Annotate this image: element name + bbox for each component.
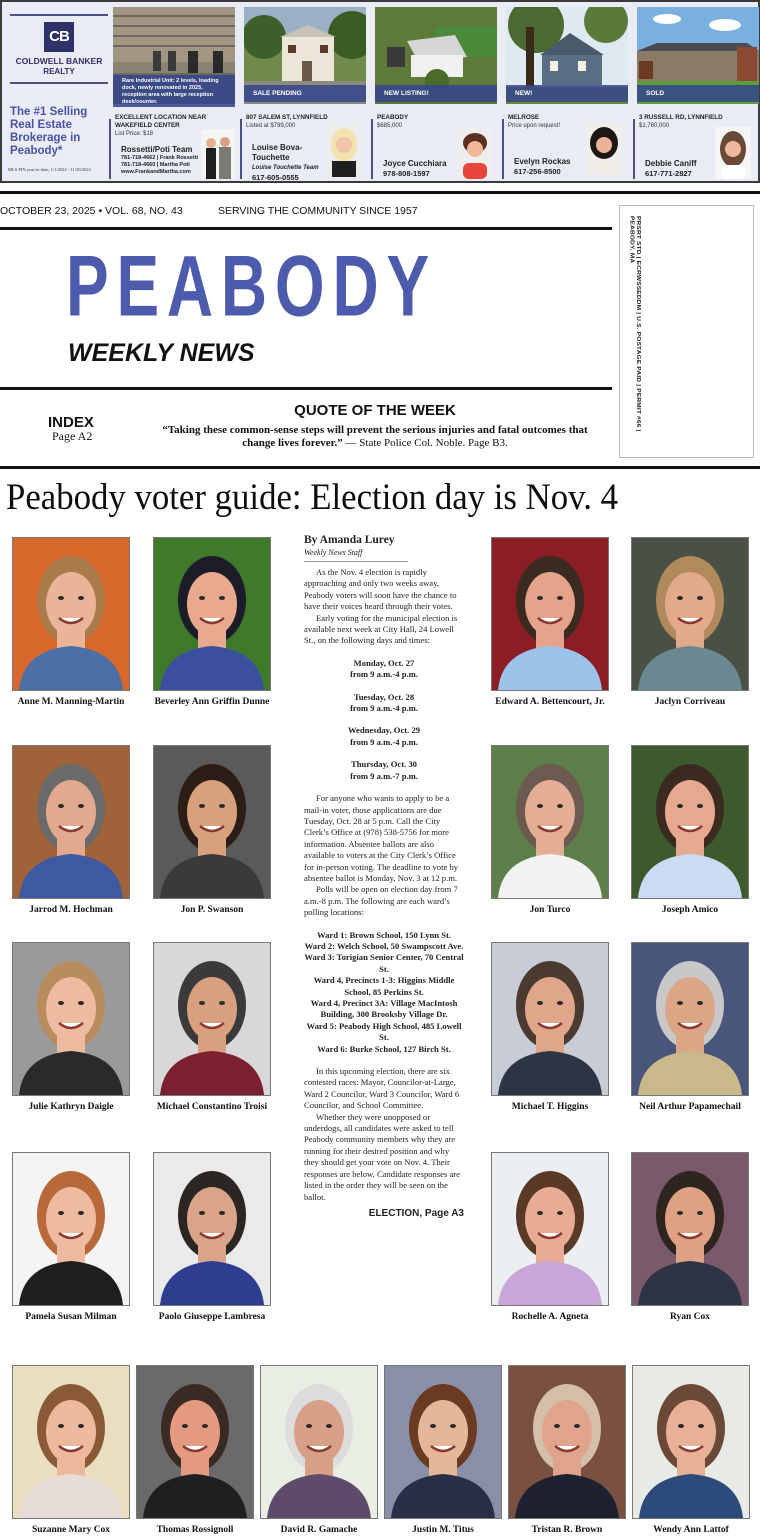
candidate-name: Tristan R. Brown [531, 1525, 603, 1535]
candidate-card[interactable] [136, 1365, 254, 1536]
agent-photo [457, 127, 493, 179]
candidate-card[interactable] [12, 1365, 130, 1536]
candidate-card[interactable] [491, 745, 609, 916]
article-paragraph: Polls will be open on election day from 7 a.m.-8 p.m. The following are each ward’s polling locations: [304, 884, 458, 918]
article-body [304, 534, 464, 1219]
candidate-photo [12, 1152, 130, 1306]
byline: By Amanda Lurey [304, 534, 395, 546]
candidate-card[interactable] [632, 1365, 750, 1536]
newspaper-subtitle: WEEKLY NEWS [68, 339, 255, 367]
candidate-photo [384, 1365, 502, 1519]
listing-card[interactable] [506, 7, 628, 179]
polling-locations: Ward 1: Brown School, 150 Lynn St. Ward 2: Welch School, 50 Swampscott Ave. Ward 3: Torigian Senior Center, 70 Central St. Ward 4, Precincts 1-3: Higgins Middle School, 85 Perkins St. Ward 4, Precinct 3A: Village MacIntosh Building, 300 Brooksby Village Dr. Ward 5: Peabody High School, 485 Lowell St. Ward 6: Burke School, 127 Birch St. [304, 929, 464, 1054]
listing-card[interactable] [375, 7, 497, 179]
quote-of-week-text: “Taking these common-sense steps will prevent the serious injuries and fatal outcomes that change lives forever.” — State Police Col. Noble. Page B3. [162, 424, 588, 449]
dateline: OCTOBER 23, 2025 • VOL. 68, NO. 43 [0, 205, 183, 217]
agent-photo [586, 123, 622, 175]
candidate-name: Edward A. Bettencourt, Jr. [495, 697, 605, 707]
candidate-card[interactable] [153, 537, 271, 708]
candidate-photo [631, 1152, 749, 1306]
candidate-photo [508, 1365, 626, 1519]
candidate-name: Jaclyn Corriveau [654, 697, 726, 707]
headline-top-rule [0, 466, 760, 469]
main-headline[interactable]: Peabody voter guide: Election day is Nov. 4 [6, 477, 619, 518]
candidate-name: Michael Constantino Troisi [156, 1102, 268, 1112]
candidate-name: Beverley Ann Griffin Dunne [154, 697, 270, 707]
candidate-card[interactable] [384, 1365, 502, 1536]
candidate-name: Thomas Rossignoll [156, 1525, 234, 1535]
coldwell-banker-logo [10, 14, 108, 90]
postal-indicia-box [619, 205, 754, 458]
candidate-card[interactable] [631, 537, 749, 708]
coldwell-banker-ad[interactable] [0, 0, 760, 183]
candidate-photo [631, 745, 749, 899]
index-page: Page A2 [52, 429, 93, 443]
candidate-name: Rochelle A. Agneta [511, 1312, 589, 1322]
index-label[interactable]: INDEX [48, 414, 94, 431]
listing-banner: NEW LISTING! [375, 85, 497, 102]
candidate-card[interactable] [12, 537, 130, 708]
early-voting-day: Thursday, Oct. 30 from 9 a.m.-7 p.m. [350, 759, 418, 781]
candidate-photo [491, 942, 609, 1096]
candidate-name: Wendy Ann Lattof [653, 1525, 729, 1535]
listing-agent: Louise Bova-Touchette Louise Touchette Team 617-605-0555 [252, 143, 319, 182]
candidate-name: Jarrod M. Hochman [29, 905, 113, 915]
listing-card[interactable] [113, 7, 235, 179]
listing-banner: SALE PENDING [244, 85, 366, 102]
candidate-photo [153, 1152, 271, 1306]
candidate-card[interactable] [631, 745, 749, 916]
candidate-card[interactable] [491, 942, 609, 1113]
article-paragraph: Early voting for the municipal election is available next week at City Hall, 24 Lowell St., on the following days and times: [304, 612, 458, 646]
candidate-photo [631, 942, 749, 1096]
agent-photo [201, 129, 235, 179]
candidate-name: Justin M. Titus [412, 1525, 474, 1535]
candidate-name: Jon Turco [529, 905, 571, 915]
candidate-photo [631, 537, 749, 691]
masthead-rule [0, 227, 612, 230]
candidate-card[interactable] [491, 537, 609, 708]
listing-address: PEABODY $685,000 [377, 114, 409, 129]
listing-agent: Rossetti/Poti Team 781-718-4662 | Frank Rossetti 781-718-4660 | Martha Poti www.FrankandMartha.com [121, 145, 199, 175]
newspaper-title[interactable]: PEABODY [66, 238, 437, 335]
candidate-card[interactable] [631, 942, 749, 1113]
listing-address: 3 RUSSELL RD, LYNNFIELD $1,760,000 [639, 114, 723, 129]
candidate-name: Paolo Giuseppe Lambresa [158, 1312, 266, 1322]
serving-since: SERVING THE COMMUNITY SINCE 1957 [218, 205, 418, 217]
article-paragraph: Whether they were unopposed or underdogs, all candidates were asked to tell Peabody community members why they are running for their desired position and why they should get your vote on Nov. 4. Their responses are below. Candidate responses are listed in the order they will be seen on the ballot. [304, 1111, 460, 1202]
candidate-card[interactable] [153, 942, 271, 1113]
candidate-card[interactable] [12, 942, 130, 1113]
candidate-card[interactable] [153, 745, 271, 916]
agent-photo [715, 127, 751, 179]
listing-banner: NEW! [506, 85, 628, 102]
candidate-photo [136, 1365, 254, 1519]
article-paragraph: In this upcoming election, there are six contested races: Mayor, Councilor-at-Large, Ward 2 Councilor, Ward 3 Councilor, Ward 6 Councilor, and School Committee. [304, 1066, 460, 1111]
candidate-name: Pamela Susan Milman [25, 1312, 117, 1322]
candidate-photo [260, 1365, 378, 1519]
candidate-name: Michael T. Higgins [511, 1102, 589, 1112]
candidate-photo [12, 942, 130, 1096]
candidate-photo [632, 1365, 750, 1519]
candidate-card[interactable] [631, 1152, 749, 1323]
candidate-card[interactable] [491, 1152, 609, 1323]
candidate-card[interactable] [260, 1365, 378, 1536]
article-paragraph: As the Nov. 4 election is rapidly approaching and only two weeks away, Peabody voters will soon have the chance to have their voices heard through their votes. [304, 567, 457, 612]
candidate-photo [491, 745, 609, 899]
candidate-name: Jon P. Swanson [180, 905, 244, 915]
article-paragraph: For anyone who wants to apply to be a mail-in voter, those applications are due Tuesday, Oct. 28 at 5 p.m. Call the City Clerk’s Office at (978) 538-5756 for more information. Absentee ballots are also available to voters at the City Clerk’s Office for in-person voting. The deadline to vote by absentee ballot is Monday, Nov. 3 at 12 p.m. [304, 793, 459, 883]
ad-fine-print: MLS PIN year-to-date, 1/1/2022 - 11/30/2022 [8, 167, 91, 172]
quote-of-week-title: QUOTE OF THE WEEK [294, 402, 456, 419]
masthead-bottom-rule [0, 387, 612, 390]
candidate-photo [12, 745, 130, 899]
ad-tagline: The #1 Selling Real Estate Brokerage in Peabody* [10, 106, 88, 157]
listing-banner: SOLD [637, 85, 759, 102]
listing-address: 807 SALEM ST, LYNNFIELD Listed at $799,000 [246, 114, 328, 129]
candidate-name: Ryan Cox [669, 1312, 711, 1322]
brand-sub: REALTY [43, 67, 75, 76]
listing-agent: Debbie Caniff 617-771-2827 [645, 159, 697, 178]
early-voting-day: Wednesday, Oct. 29 from 9 a.m.-4 p.m. [347, 725, 421, 747]
candidate-card[interactable] [12, 745, 130, 916]
byline-staff: Weekly News Staff [304, 547, 408, 562]
postal-indicia: PRSRT STD | ECRWSSEDDM | U.S. POSTAGE PAID | PERMIT #66 | PEABODY, MA [628, 216, 642, 432]
candidate-photo [153, 537, 271, 691]
candidate-name: Joseph Amico [661, 905, 719, 915]
candidate-name: Suzanne Mary Cox [31, 1525, 111, 1535]
candidate-name: David R. Gamache [280, 1525, 358, 1535]
early-voting-day: Monday, Oct. 27 from 9 a.m.-4 p.m. [350, 657, 418, 680]
candidate-card[interactable] [508, 1365, 626, 1536]
listing-address: MELROSE Price upon request! [508, 114, 561, 129]
candidate-photo [12, 537, 130, 691]
candidate-photo [491, 1152, 609, 1306]
candidate-photo [491, 537, 609, 691]
listing-card[interactable] [244, 7, 366, 182]
candidate-name: Julie Kathryn Daigle [28, 1102, 114, 1112]
candidate-photo [153, 745, 271, 899]
candidate-name: Anne M. Manning-Martin [17, 697, 125, 707]
listing-address: EXCELLENT LOCATION NEAR WAKEFIELD CENTER List Price: $18 [115, 114, 207, 137]
agent-photo [326, 125, 362, 177]
candidate-card[interactable] [12, 1152, 130, 1323]
candidate-name: Neil Arthur Papamechail [639, 1102, 741, 1112]
early-voting-day: Tuesday, Oct. 28 from 9 a.m.-4 p.m. [350, 691, 418, 714]
brand-name: COLDWELL BANKER [15, 56, 103, 66]
candidate-card[interactable] [153, 1152, 271, 1323]
candidate-photo [153, 942, 271, 1096]
listing-banner: Rare Industrial Unit: 2 levels, loading dock, newly renovated in 2025, reception area with large reception desk/counter. [113, 75, 235, 107]
listing-agent: Joyce Cucchiara 978-808-1597 [383, 159, 447, 178]
candidate-photo [12, 1365, 130, 1519]
cb-logo-icon: CB [44, 22, 74, 52]
listing-card[interactable] [637, 7, 759, 179]
listing-agent: Evelyn Rockas 617-256-8500 [514, 157, 571, 176]
masthead-top-rule [0, 191, 760, 194]
continued-link[interactable]: ELECTION, Page A3 [368, 1207, 464, 1219]
